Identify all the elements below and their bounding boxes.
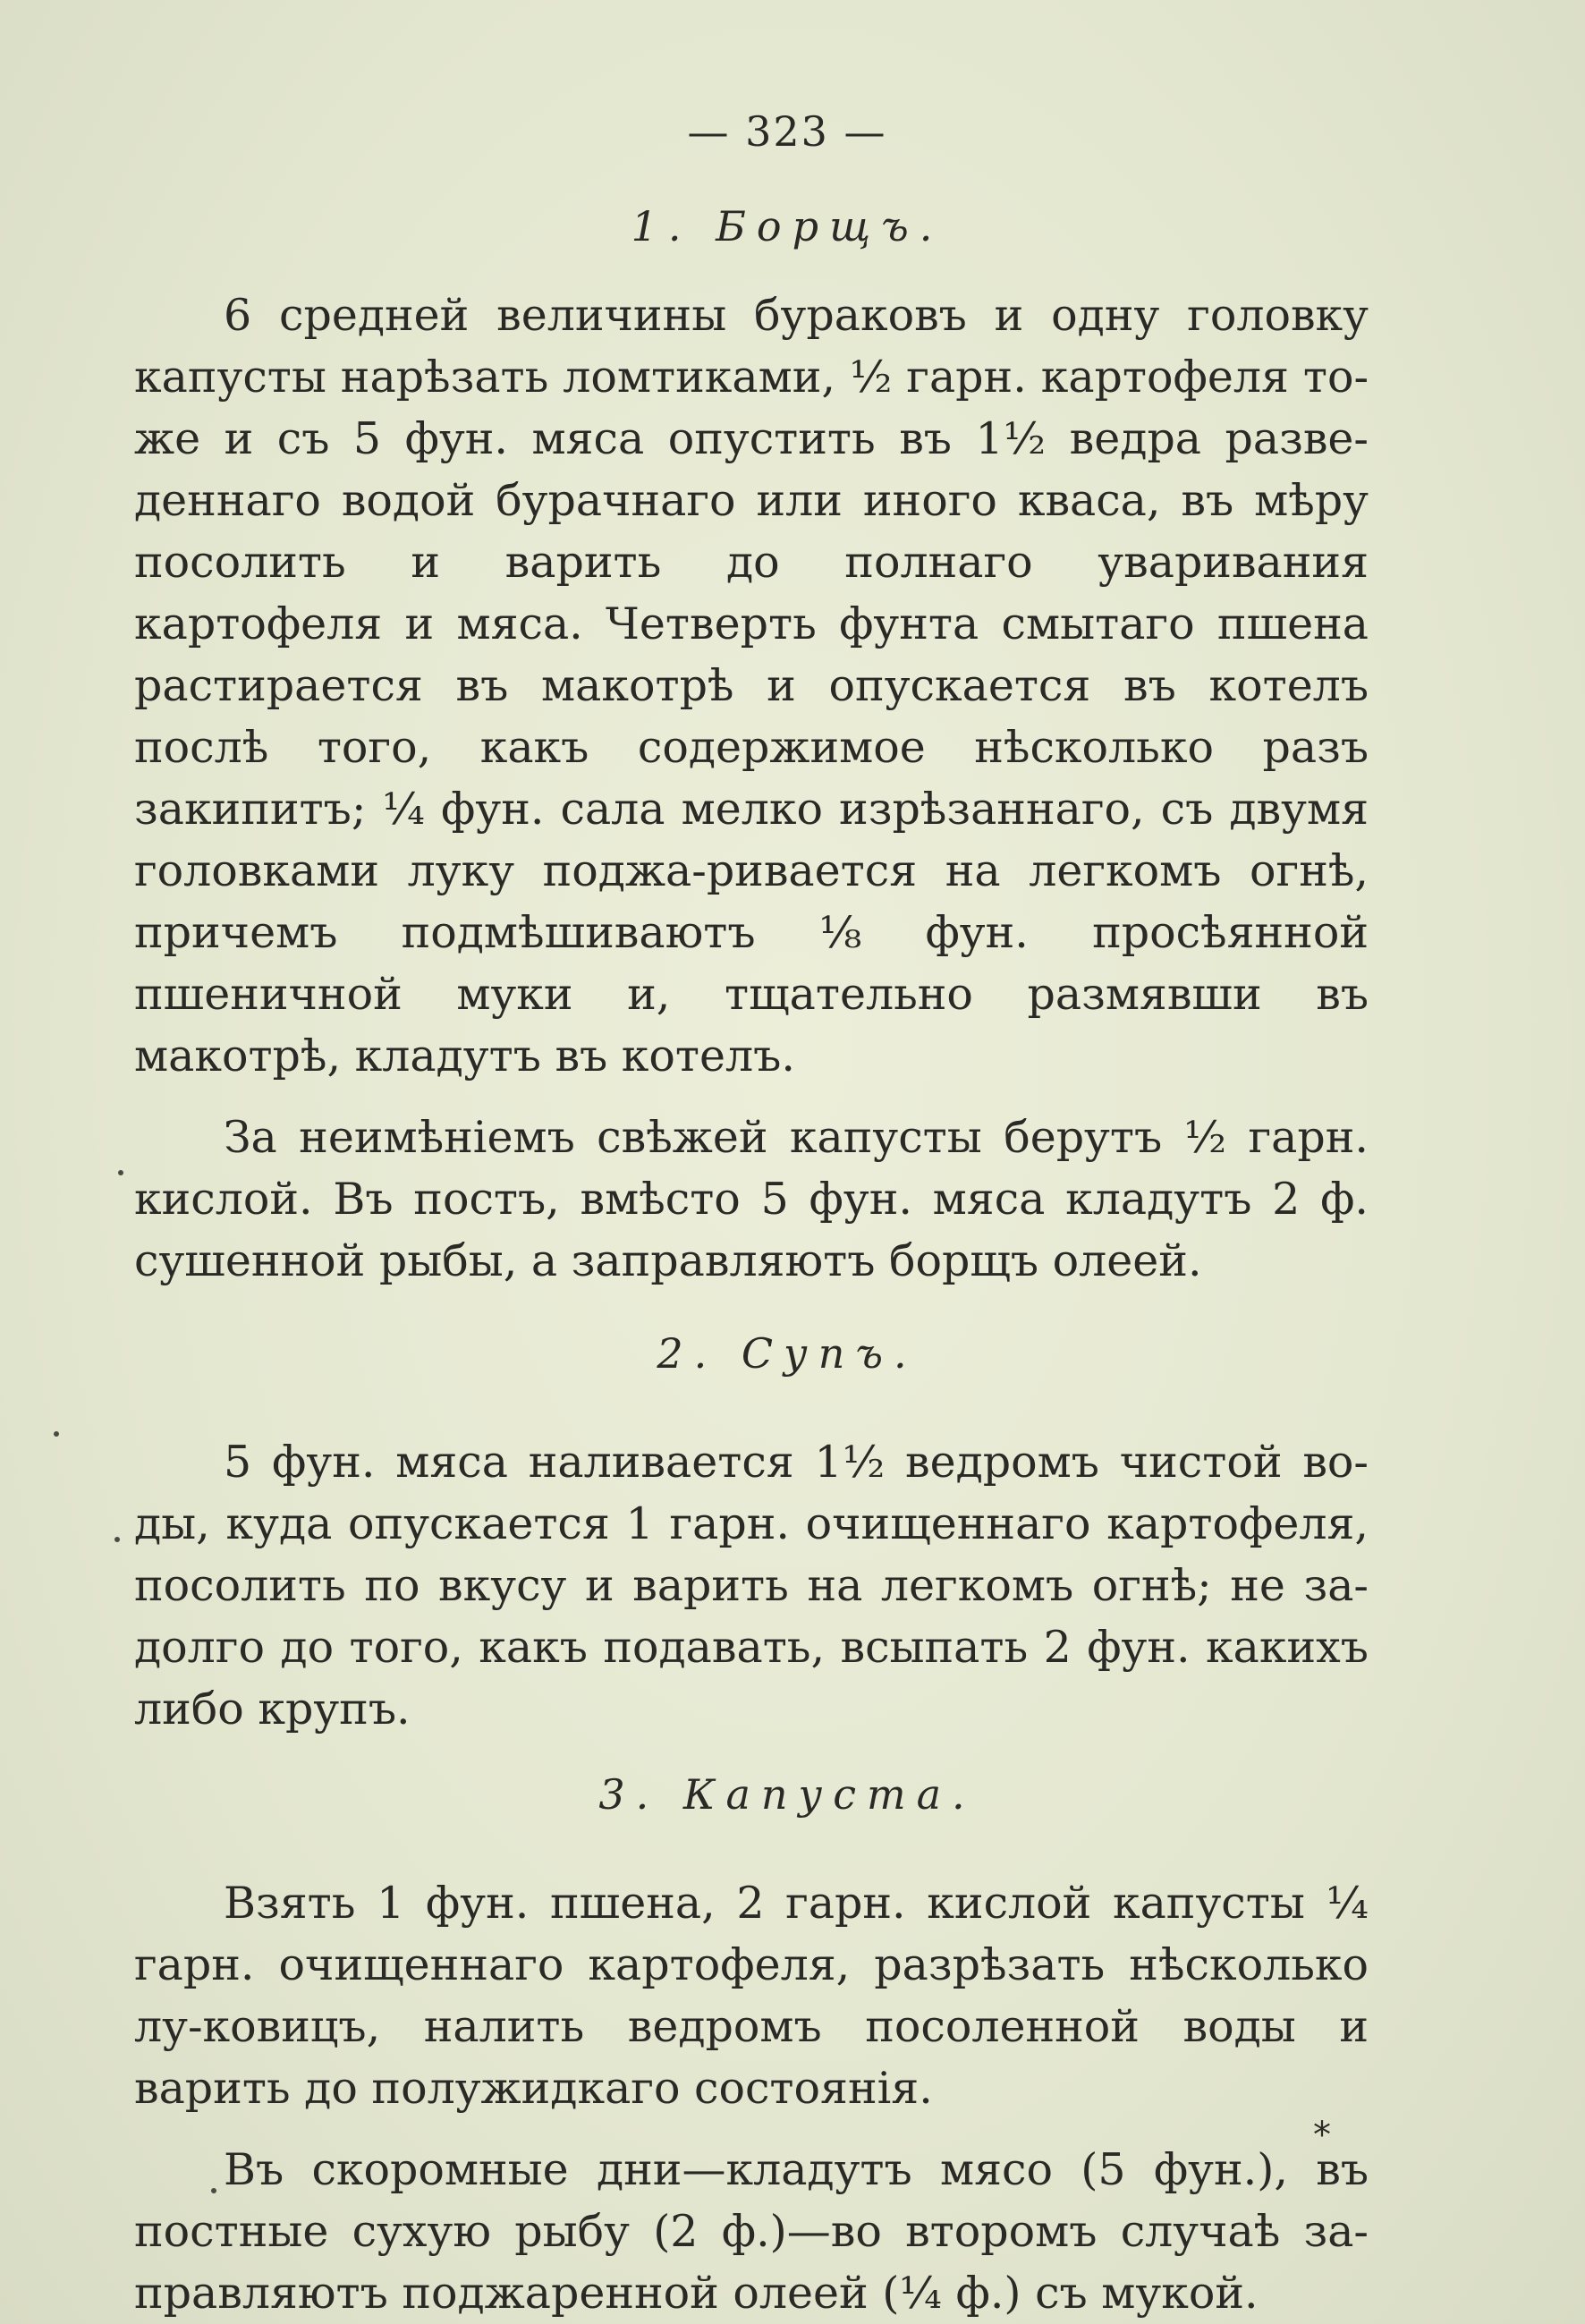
- paragraph-borsch-2: За неимѣніемъ свѣжей капусты берутъ ½ гарн. кислой. Въ постъ, вмѣсто 5 фун. мяса кладутъ 2 ф. сушенной рыбы, а заправляютъ борщъ олеей.: [134, 1112, 1369, 1286]
- footer-star-mark: *: [1313, 2115, 1331, 2156]
- paper-speck: [118, 1170, 123, 1175]
- page-number: — 323 —: [687, 107, 887, 156]
- paper-speck: [211, 2188, 216, 2193]
- paper-speck: [54, 1431, 59, 1437]
- paragraph-borsch-1: 6 средней величины бураковъ и одну головку капусты нарѣзать ломтиками, ½ гарн. картофеля то-же и съ 5 фун. мяса опустить въ 1½ ведра разве-деннаго водой бурачнаго или иного кваса, въ мѣру посолить и варить до полнаго уваривания картофеля и мяса. Четверть фунта смытаго пшена растирается въ макотрѣ и опускается въ котелъ послѣ того, какъ содержимое нѣсколько разъ закипитъ; ¼ фун. сала мелко изрѣзаннаго, съ двумя головками луку поджа-ривается на легкомъ огнѣ, причемъ подмѣшиваютъ ⅛ фун. просѣянной пшеничной муки и, тщательно размявши въ макотрѣ, кладутъ въ котелъ.: [134, 290, 1369, 1081]
- section-title-soup: 2. Супъ.: [657, 1329, 918, 1378]
- paragraph-soup-1: 5 фун. мяса наливается 1½ ведромъ чистой во-ды, куда опускается 1 гарн. очищеннаго картофеля, посолить по вкусу и варить на легкомъ огнѣ; не за-долго до того, какъ подавать, всыпать 2 фун. какихъ либо крупъ.: [134, 1437, 1369, 1735]
- paper-speck: [114, 1537, 120, 1542]
- paragraph-cabbage-2: Въ скоромные дни—кладутъ мясо (5 фун.), въ постные сухую рыбу (2 ф.)—во второмъ случаѣ за-правляютъ поджаренной олеей (¼ ф.) съ мукой.: [134, 2144, 1369, 2319]
- paragraph-cabbage-1: Взять 1 фун. пшена, 2 гарн. кислой капусты ¼ гарн. очищеннаго картофеля, разрѣзать нѣсколько лу-ковицъ, налить ведромъ посоленной воды и варить до полужидкаго состоянія.: [134, 1878, 1369, 2114]
- page-text: [134, 107, 1369, 2324]
- section-title-borsch: 1. Борщъ.: [631, 202, 944, 250]
- section-title-cabbage: 3. Капуста.: [598, 1770, 976, 1819]
